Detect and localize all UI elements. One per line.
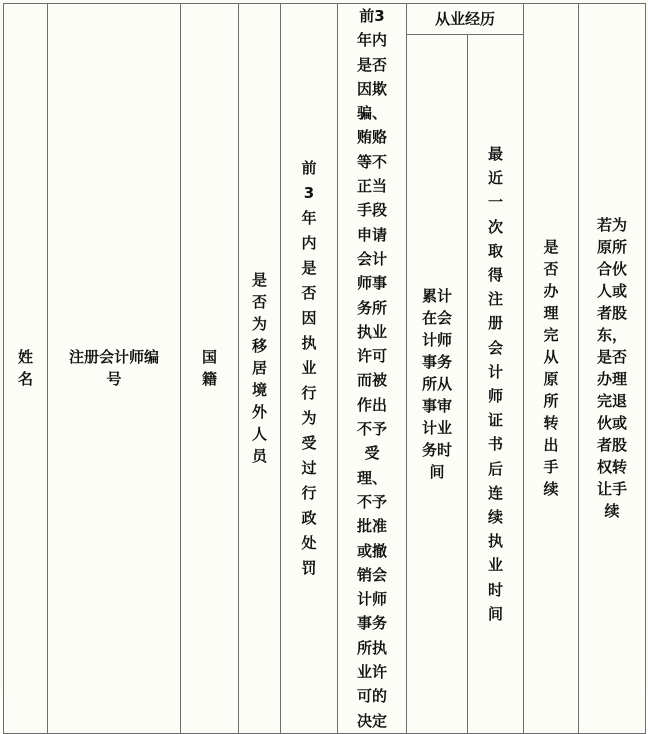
header-fraud-decision bbox=[338, 4, 407, 734]
header-nationality-text: 国籍 bbox=[201, 348, 217, 389]
header-cpa-number-text: 注册会计师编号 bbox=[69, 348, 160, 389]
header-continuous-time bbox=[468, 35, 524, 734]
header-fraud-decision-text: 前3年内是否因欺骗、贿赂等不正当手段申请会计师事务所执业许可而被作出不予受理、不予批准或撤销会计师事务所执业许可的决定 bbox=[356, 7, 387, 730]
header-admin-penalty bbox=[281, 4, 338, 734]
header-partner-exit bbox=[579, 4, 646, 734]
header-transfer-procedure-text: 是否办理完从原所转出手续 bbox=[543, 238, 559, 499]
header-transfer-procedure bbox=[524, 4, 579, 734]
partner-info-header-table bbox=[3, 3, 646, 734]
header-name-text: 姓名 bbox=[17, 348, 33, 389]
header-cumulative-time bbox=[407, 35, 468, 734]
header-experience-group bbox=[407, 4, 524, 35]
header-name bbox=[4, 4, 48, 734]
header-nationality bbox=[181, 4, 239, 734]
header-emigrated-text: 是否为移居境外人员 bbox=[251, 271, 267, 466]
header-emigrated bbox=[239, 4, 281, 734]
header-continuous-time-text: 最近一次取得注册会计师证书后连续执业时间 bbox=[487, 144, 503, 623]
header-cpa-number bbox=[48, 4, 181, 734]
header-experience-group-text: 从业经历 bbox=[435, 10, 496, 28]
header-cumulative-time-text: 累计在会计师事务所从事审计业务时间 bbox=[421, 286, 452, 481]
header-partner-exit-text: 若为原所合伙人或者股东，是否办理完退伙或者股权转让手续 bbox=[597, 216, 628, 521]
header-admin-penalty-text: 前3年内是否因执业行为受过行政处罚 bbox=[301, 158, 317, 577]
